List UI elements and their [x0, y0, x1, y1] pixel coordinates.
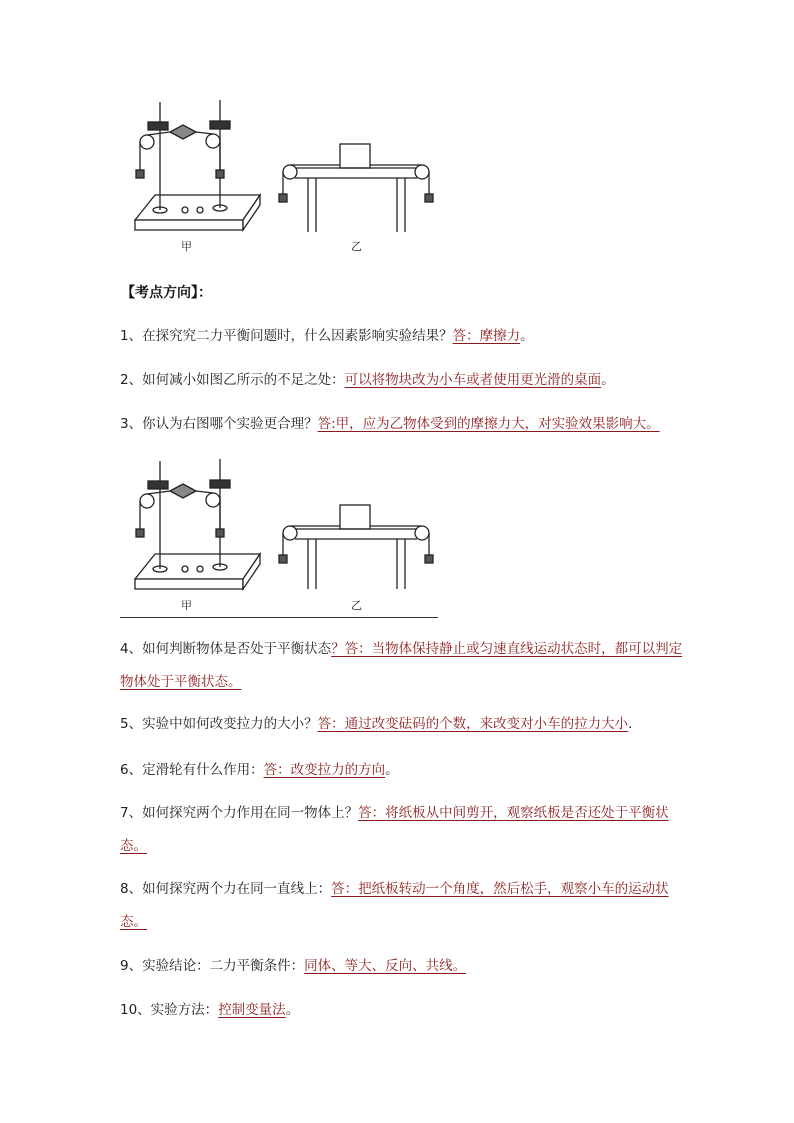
question-text: 3、你认为右图哪个实验更合理？ [120, 416, 318, 432]
answer-text: 可以将物块改为小车或者使用更光滑的桌面 [344, 372, 602, 388]
question-5 [120, 708, 690, 741]
answer-prefix: 答： [452, 328, 480, 344]
answer-prefix: 答: [317, 416, 336, 432]
answer-tail: . [628, 716, 633, 732]
experiment-figure-top [125, 92, 445, 253]
figure-label-jia: 甲 [181, 240, 192, 253]
apparatus-jia-yi-drawing [125, 92, 445, 232]
question-1 [120, 320, 690, 353]
answer-prefix: 答： [317, 716, 345, 732]
figure-label-yi: 乙 [351, 599, 362, 612]
figure-label-jia: 甲 [181, 599, 192, 612]
answer-tail: 。 [385, 762, 399, 778]
question-2 [120, 364, 690, 397]
answer-text: 改变拉力的方向 [290, 762, 386, 778]
answer-prefix: ？答： [331, 641, 372, 657]
question-9 [120, 950, 690, 983]
answer-tail: 。 [285, 1002, 300, 1018]
question-text: 10、实验方法： [120, 1002, 219, 1018]
answer-text: 当物体保持静止或匀速直线运动状态时，都可以判定物体处于平衡状态。 [120, 641, 683, 690]
question-7 [120, 797, 690, 863]
answer-text: 将纸板从中间剪开，观察纸板是否还处于平衡状态。 [120, 805, 669, 854]
question-4 [120, 633, 690, 699]
question-10 [120, 994, 690, 1027]
answer-text: 同体、等大、反向、共线。 [304, 958, 467, 974]
question-text: 9、实验结论：二力平衡条件： [120, 958, 305, 974]
answer-prefix: 答： [358, 805, 386, 821]
answer-text: 通过改变砝码的个数，来改变对小车的拉力大小 [344, 716, 629, 732]
question-6 [120, 754, 690, 787]
question-text: 2、如何减小如图乙所示的不足之处： [120, 372, 345, 388]
question-text: 1、在探究究二力平衡问题时，什么因素影响实验结果？ [120, 328, 453, 344]
question-3 [120, 408, 690, 441]
question-text: 4、如何判断物体是否处于平衡状态 [120, 641, 332, 657]
figure-label-yi: 乙 [351, 240, 362, 253]
answer-text: 甲，应为乙物体受到的摩擦力大，对实验效果影响大。 [335, 416, 660, 432]
answer-prefix: 答： [331, 881, 359, 897]
apparatus-jia-yi-drawing [125, 455, 445, 595]
answer-text: 摩擦力 [479, 328, 521, 344]
answer-tail: 。 [601, 372, 615, 388]
question-text: 7、如何探究两个力作用在同一物体上？ [120, 805, 359, 821]
question-text: 8、如何探究两个力在同一直线上： [120, 881, 332, 897]
answer-tail: 。 [520, 328, 534, 344]
section-heading: 【考点方向】： [121, 285, 212, 301]
question-8 [120, 873, 690, 939]
question-text: 5、实验中如何改变拉力的大小？ [120, 716, 318, 732]
answer-text: 控制变量法 [218, 1002, 286, 1018]
question-text: 6、定滑轮有什么作用： [120, 762, 264, 778]
answer-prefix: 答： [263, 762, 291, 778]
answer-text: 把纸板转动一个角度，然后松手，观察小车的运动状态。 [120, 881, 669, 930]
divider-line [120, 617, 438, 618]
experiment-figure-middle [125, 455, 445, 612]
